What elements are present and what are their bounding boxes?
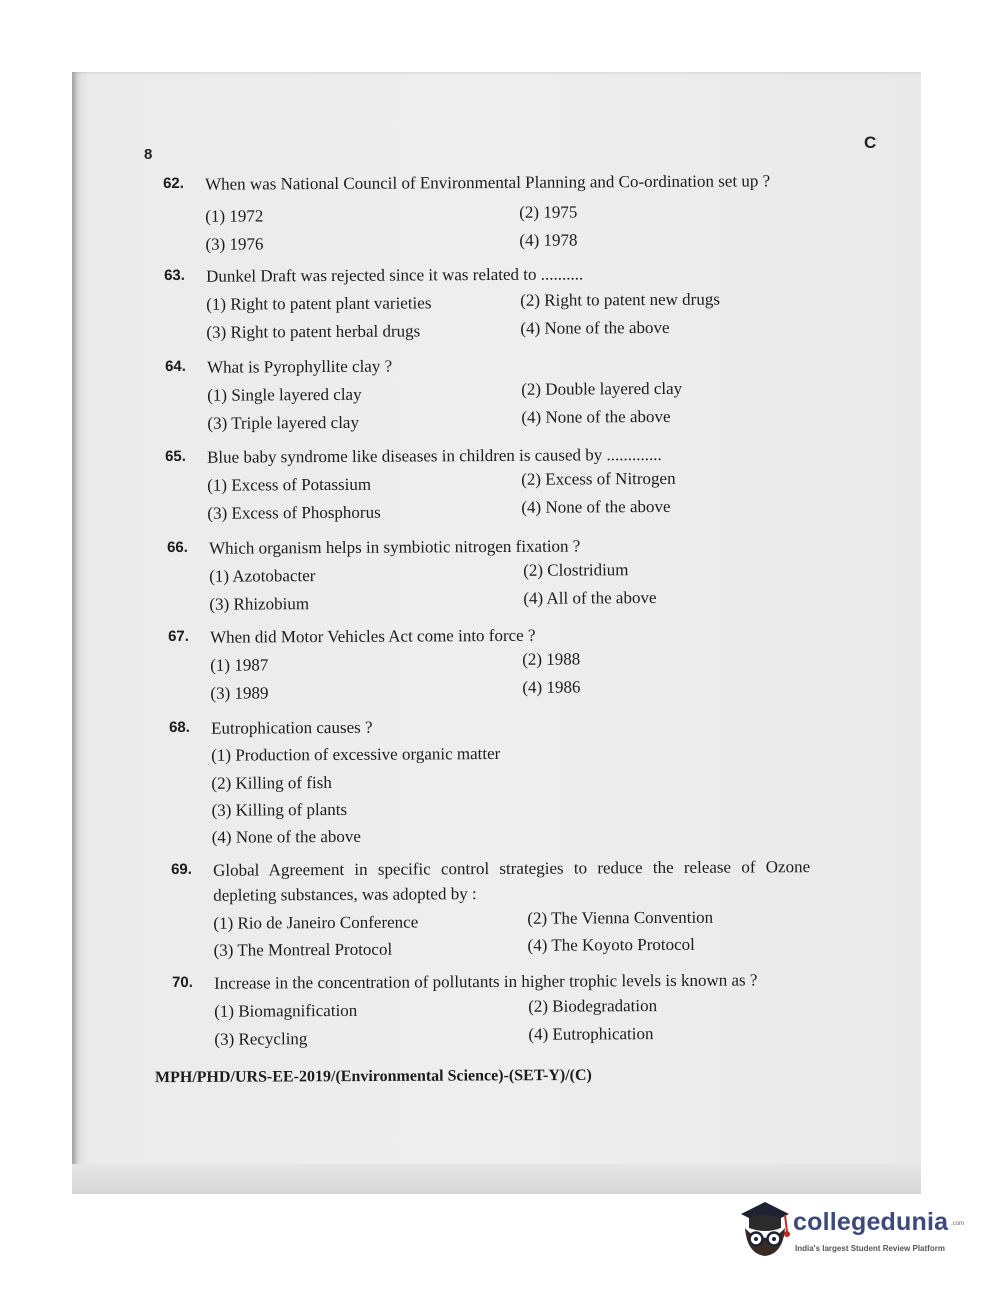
option-3: (3) The Montreal Protocol: [213, 939, 393, 960]
question-text: Eutrophication causes ?: [210, 717, 373, 738]
logo-tagline: India's largest Student Review Platform: [795, 1244, 945, 1253]
option-2: (2) Excess of Nitrogen: [521, 468, 676, 489]
question-text: Increase in the concentration of pollutants in higher trophic levels is known as ?: [213, 970, 758, 993]
option-4: (4) None of the above: [521, 406, 671, 427]
question-text: Which organism helps in symbiotic nitrogen fixation ?: [208, 536, 581, 558]
option-1: (1) Biomagnification: [214, 1000, 358, 1021]
question-text: Dunkel Draft was rejected since it was related to ..........: [205, 264, 584, 286]
question-number: 68.: [168, 718, 190, 736]
option-2: (2) Biodegradation: [528, 996, 658, 1016]
option-1: (1) 1987: [210, 655, 269, 675]
exam-page: [72, 72, 921, 1194]
option-2: (2) 1988: [522, 649, 581, 669]
option-4: (4) All of the above: [523, 588, 657, 608]
option-4: (4) 1986: [522, 677, 581, 697]
question-text: Blue baby syndrome like diseases in children is caused by .............: [206, 444, 662, 467]
option-3: (3) Rhizobium: [209, 594, 310, 614]
question-number: 65.: [164, 447, 186, 465]
option-4: (4) None of the above: [520, 317, 670, 338]
option-4: (4) None of the above: [211, 826, 361, 847]
option-3: (3) 1976: [205, 234, 264, 254]
option-1: (1) Right to patent plant varieties: [206, 293, 432, 314]
logo-wordmark: collegedunia: [793, 1208, 949, 1236]
option-2: (2) Double layered clay: [521, 378, 683, 399]
question-text-continued: depleting substances, was adopted by :: [213, 884, 477, 905]
mascot-icon: [735, 1198, 795, 1260]
option-2: (2) 1975: [519, 202, 578, 222]
question-text: Global Agreement in specific control strategies to reduce the release of Ozone: [212, 857, 811, 880]
question-number: 67.: [167, 627, 189, 645]
question-text: When was National Council of Environmental Planning and Co-ordination set up ?: [204, 171, 771, 194]
question-number: 70.: [171, 973, 193, 991]
option-4: (4) The Koyoto Protocol: [527, 934, 695, 955]
page-number: 8: [144, 146, 153, 163]
option-1: (1) Rio de Janeiro Conference: [213, 912, 419, 933]
option-1: (1) Excess of Potassium: [207, 474, 372, 495]
option-4: (4) Eutrophication: [528, 1024, 654, 1044]
collegedunia-logo[interactable]: [735, 1196, 965, 1266]
question-text: When did Motor Vehicles Act come into force ?: [209, 625, 536, 647]
option-1: (1) Production of excessive organic matter: [211, 743, 501, 765]
footer-code: MPH/PHD/URS-EE-2019/(Environmental Science)-(SET-Y)/(C): [154, 1066, 592, 1087]
option-1: (1) 1972: [205, 206, 264, 226]
option-3: (3) Right to patent herbal drugs: [206, 321, 421, 342]
question-number: 66.: [166, 538, 188, 556]
option-3: (3) Excess of Phosphorus: [207, 502, 381, 523]
option-3: (3) Killing of plants: [211, 799, 348, 820]
question-text: What is Pyrophyllite clay ?: [206, 356, 393, 377]
set-letter: C: [864, 133, 877, 152]
question-number: 62.: [162, 174, 184, 192]
option-2: (2) Killing of fish: [211, 773, 332, 793]
logo-suffix: .com: [951, 1221, 965, 1227]
question-number: 63.: [163, 266, 185, 284]
option-2: (2) The Vienna Convention: [527, 907, 714, 928]
scan-bottom-strip: [72, 1164, 921, 1194]
option-1: (1) Azotobacter: [209, 566, 316, 586]
option-1: (1) Single layered clay: [207, 384, 362, 405]
option-2: (2) Right to patent new drugs: [520, 289, 720, 310]
question-number: 69.: [170, 860, 192, 878]
option-2: (2) Clostridium: [523, 560, 629, 580]
option-4: (4) None of the above: [521, 496, 671, 517]
option-3: (3) 1989: [210, 683, 269, 703]
question-number: 64.: [164, 357, 186, 375]
option-3: (3) Recycling: [214, 1029, 308, 1049]
option-3: (3) Triple layered clay: [207, 412, 359, 433]
option-4: (4) 1978: [519, 230, 578, 250]
